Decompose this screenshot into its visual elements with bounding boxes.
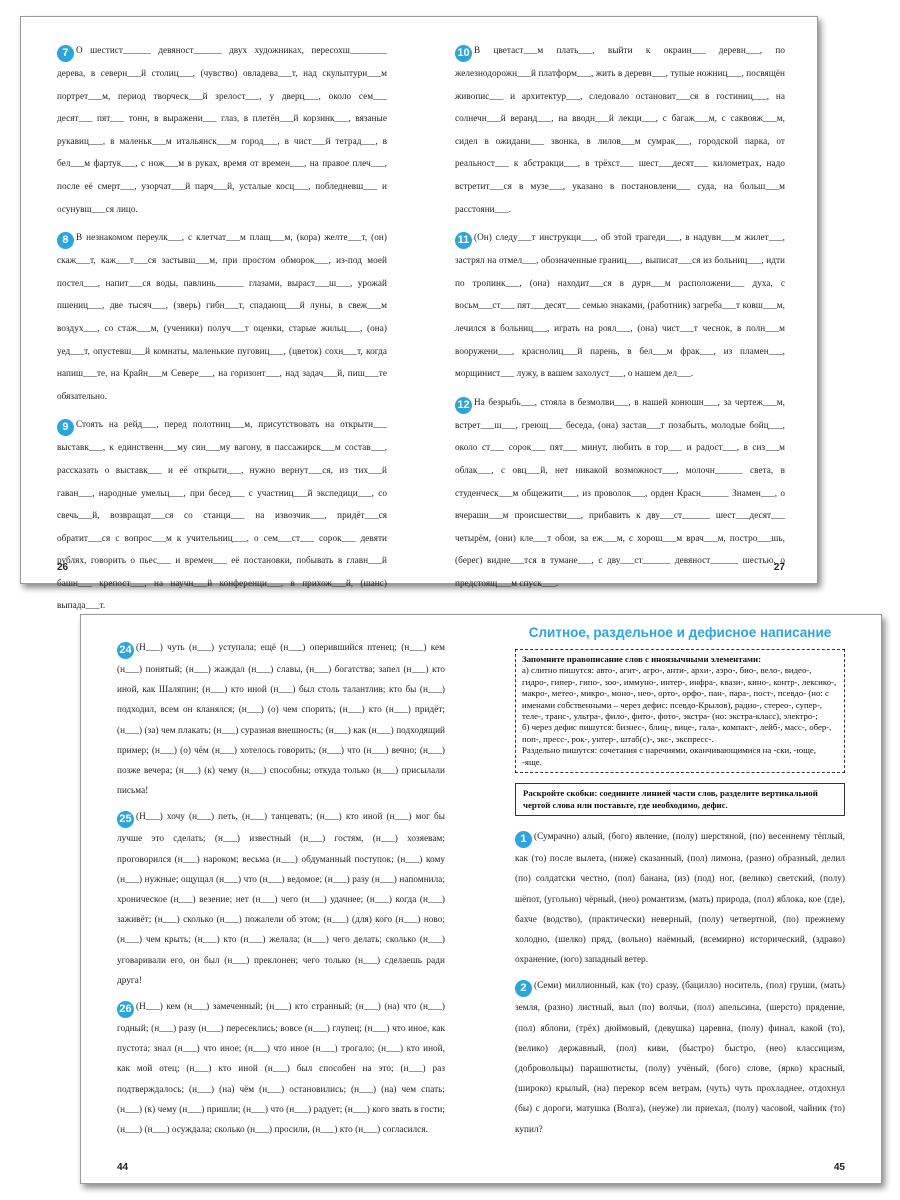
exercise-text: (Н___) чуть (н___) уступала; ещё (н___) оперившийся птенец; (н___) кем (н___) понятый; (н___) жаждал (н___) славы, (н___) богатства; запел (н___) кто иной, как Шаляпин; (н___) кто иной (н___) был столь талантлив; кто бы (н___) подходил, всем он кланялся; (н___) (о) чем спорить; (н___) кто (н___) придёт; (н___) (за) чем плакать; (н___) суразная внешность; (н___) как (н___) подходящий пример; (н___) (о) чём (н___) хотелось говорить; (н___) что (н___) вечно; (н___) позже вечера; (н___) (к) чему (н___) способны; откуда только (н___) присылали письма! (117, 642, 445, 796)
rule-line: б) через дефис пишутся: бизнес-, блиц-, вице-, гала-, компакт-, лейб-, масс-, обер-, поп-, пресс-, рок-, унтер-, штаб(с)-, экс-, экспресс-. (522, 722, 832, 744)
exercise-text: (Семи) миллионный, как (то) сразу, (бацилло) носитель, (пол) груши, (мать) земля, (разно) листный, выл (по) волчьи, (пол) апельсина, (шерсто) прядение, (пол) яблони, (трёх) дюймовый, (девушка) царевна, (полу) финал, какой (то), (велико) державный, (пол) киви, (быстро) быстро, (нео) классицизм, (добровольцы) парашютисты, (полу) учёный, (бого) слове, (ярко) красный, (широко) крылый, (на) перекор всем ветрам, (чуть) чуть прохладнее, отдохнул (бы) с дороги, матушка (Волга), (неуже) ли приехал, (полу) часовой, чайник (то) купил? (515, 980, 845, 1134)
exercise-number-badge: 2 (515, 980, 532, 997)
exercise-number-badge: 26 (117, 1001, 134, 1018)
exercise-text: (Он) следу___т инструкци___, об этой трагеди___, в надувн___м жилет___, застрял на отмел___, обозначенные границ___, выписат___ся из больниц___, идти по тропинк___, (она) находит___ся в дурн___м расположени___ духа, с восьм___ст___ пят___десят___ семью знаками, (работник) загреба___т ковш___м, лечился в больниц___, играть на роял___, (она) чист___т чеснок, в полн___м вооружени___, краснолиц___й парень, в бел___м фрак___, из пламен___, морщинист___ лужу, в вашем захолуст___, о нашем дел___. (455, 232, 785, 379)
page-number: 44 (117, 1162, 129, 1173)
page-number: 45 (833, 1162, 845, 1173)
exercise-text: О шестист______ девяност______ двух художниках, пересохш________ дерева, в северн___й столиц___, (чувство) овладева___т, над скульптури___м портрет___м, период творческ___й зрелост___, у дверц___, около сем___ десят___ пят___ тонн, в выражени___ глаз, в плетён___й корзинк___, вязаные рукавиц___, в маленьк___м итальянск___м город___, в чист___й тетрад___, в бел___м фартук___, с нож___м в руках, время от времен___, на правое плеч___, после её смерт___, узорчат___й парч___й, усталые косц___, побледневш___ и осунувш___ся лицо. (57, 45, 387, 214)
exercise-number-badge: 24 (117, 642, 134, 659)
page-number: 26 (57, 562, 69, 573)
page-44 (117, 615, 445, 1183)
exercise-text: Стоять на рейд___, перед полотниц___м, присутствовать на открыти___ выставк___, к единственн___му син___му вагону, в пассажирск___м состав___, рассказать о выставк___ и её открыти___, нужно вернут___ся, из тих___й гаван___, народные умельц___, при бесед___ с участниц___й экспедици___, со свечь___й, возвращат___ся со станци___ на извозчик___, придёт___ся обратит___ся с вопрос___м к учительниц___, о сем___ст___ сорок___ девяти рублях, говорить о пьес___ и времен___ её постановки, побывать в главн___й башн___ крепост___, на научн___й конференци___, в прихож___й, (шанс) выпада___т. (57, 419, 387, 611)
rule-line: а) слитно пишутся: авто-, агит-, агро-, анти-, архи-, аэро-, био-, вело-, видео-, гидро-, гипер-, гипо-, зоо-, иммуно-, интер-, инфра-, квази-, кино-, контр-, лексико-, макро-, метео-, микро-, моно-, нео-, орто-, орфо-, пан-, пара-, пост-, псевдо- (но: с именами собственными – через дефис: псевдо-Крылов), радио-, стерео-, супер-, теле-, транс-, ультра-, фило-, фито-, фото-, экстра- (но: экстра-класс), электро-; (522, 665, 837, 722)
exercise-26 (117, 996, 445, 1139)
exercise-number-badge: 7 (57, 45, 74, 62)
section-title: Слитное, раздельное и дефисное написание (528, 625, 832, 640)
rule-box (515, 649, 845, 773)
page-number: 27 (773, 562, 785, 573)
exercise-text: (Н___) хочу (н___) петь, (н___) танцевать; (н___) кто иной (н___) мог бы лучше это сделать; (н___) известный (н___) гостям, (н___) хозяевам; проговорился (н___) нароком; весьма (н___) обдуманный поступок; (н___) кому (н___) нужные; ощущал (н___) что (н___) ведомое; (н___) разу (н___) напомнила; хроническое (н___) везение; нет (н___) чего (н___) удачнее; (н___) когда (н___) заживёт; (н___) сколько (н___) пожалели об этом; (н___) (для) кого (н___) ново; (н___) чем крыть; (н___) кто (н___) желала; (н___) чего делать; сколько (н___) уговаривали его, он был (н___) преклонен; чего только (н___) сделаешь ради друга! (117, 811, 445, 985)
rule-line: Раздельно пишутся: сочетания с наречиями, оканчивающимися на -ски, -юще, -яще. (522, 745, 817, 767)
exercise-text: (Н___) кем (н___) замеченный; (н___) кто странный; (н___) (на) что (н___) годный; (н___) разу (н___) пересеклись; вовсе (н___) глупец; (н___) что иное, как пустота; знал (н___) что иное; (н___) что иное (н___) трогало; (н___) кто иной, как мой отец; (н___) кто иной (н___) был способен на это; (н___) раз подтверждалось; (н___) (на) чём (н___) остановились; (н___) (на) чем спать; (н___) (к) чему (н___) пришли; (н___) что (н___) радует; (н___) кого звать в гости; (н___) (н___) осуждала; сколько (н___) просили, (н___) кто (н___) согласился. (117, 1001, 445, 1135)
exercise-number-badge: 9 (57, 419, 74, 436)
book-spread-bottom (80, 614, 882, 1184)
exercise-text: На безрыбь___, стояла в безмолви___, в нашей конюшн___, за чертеж___м, встрет___ш___, греющ___ беседа, (она) застав___т позабыть, молодые бойц___, около ст___ сорок___ пят___ минут, любить в гор___ и радост___, в сиз___м облак___, с овц___й, нет никакой возможност___, молочн______ света, в студенческ___м общежити___, из проволок___, орден Красн______ Знамен___, о вчерашн___м происшестви___, прибавить к дву___ст______ шест___десят___ четырём, (они) кле___т обои, за еж___м, с хорош___м врач___м, постро___шь, (берег) видне___тся в тумане___, с дву___ст______ девяност______ шестью, о предстоящ___м спуск___. (455, 396, 785, 588)
exercise-number-badge: 1 (515, 831, 532, 848)
exercise-11 (455, 226, 785, 385)
page-26 (57, 17, 387, 611)
exercise-1 (515, 826, 845, 969)
exercise-2 (515, 975, 845, 1138)
exercise-text: (Сумрачно) алый, (бого) явление, (полу) шерстяной, (по) весеннему тёплый, как (то) после вылета, (ниже) сказанный, (пол) лимона, (разно) образный, делил (по) солдатски честно, (пол) банана, (из) (под) ног, (велико) светский, (полу) шёпот, (угольно) чёрный, (нео) романтизм, (мать) природа, (пол) яблока, кое (где), бахче (водство), (практически) неверный, (полу) четвертной, (по) прежнему холодно, (шелко) пряд, (вольно) наёмный, (всемирно) исторический, (здраво) охранение, (юго) западный ветер. (515, 831, 845, 965)
exercise-number-badge: 11 (455, 232, 472, 249)
exercise-9 (57, 413, 387, 617)
exercise-number-badge: 25 (117, 811, 134, 828)
exercise-7 (57, 39, 387, 220)
exercise-24 (117, 637, 445, 800)
exercise-text: В цветаст___м плать___, выйти к окраин___ деревн___, по железнодорожн___й платформ___, жить в деревн___, тупые ножниц___, посвящён живопис___ и архитектур___, следовало остановит___ся в гостиниц___, на солнечн___й веранд___, на вводн___й лекци___, с багаж___м, с саквояж___м, сидел в ожидани___ звонка, в лилов___м сумрак___, городской парка, от реальност___ к абстракци___, в трёхст___ шест___десят___ километрах, надо встретит___ся в музе___, указано в постановлени___ суда, на больш___м расстояни___. (455, 45, 785, 214)
exercise-10 (455, 39, 785, 220)
task-text: Раскройте скобки: соедините линией части слов, разделите вертикальной чертой слова или поставьте, где необходимо, дефис. (523, 788, 818, 810)
rule-heading: Запомните правописание слов с иноязычными элементами: (522, 654, 762, 664)
exercise-25 (117, 806, 445, 990)
exercise-12 (455, 391, 785, 595)
page-45 (515, 615, 845, 1183)
exercise-number-badge: 8 (57, 232, 74, 249)
book-spread-top (20, 16, 818, 611)
exercise-number-badge: 10 (455, 45, 472, 62)
exercise-8 (57, 226, 387, 407)
exercise-number-badge: 12 (455, 397, 472, 414)
page-27 (455, 17, 785, 588)
exercise-text: В незнакомом переулк___, с клетчат___м плащ___м, (кора) желте___т, (он) скаж___т, каж___т___ся застывш___м, при простом обморок___, из-под моей постел___, напит___ся воды, павлинь______ глазами, выраст___ш___, урожай пшениц___, две тысяч___, (зверь) гибн___т, спадающ___й луны, в свеж___м воздух___, со стаж___м, (ученики) получ___т оценки, старые жильц___, (она) уед___т, опустевш___й комнаты, маленькие пуговиц___, (цветок) сохн___т, когда напиш___те, на Крайн___м Севере___, на горизонт___, над задач___й, пиш___те обязательно. (57, 232, 387, 401)
task-box (515, 783, 845, 816)
